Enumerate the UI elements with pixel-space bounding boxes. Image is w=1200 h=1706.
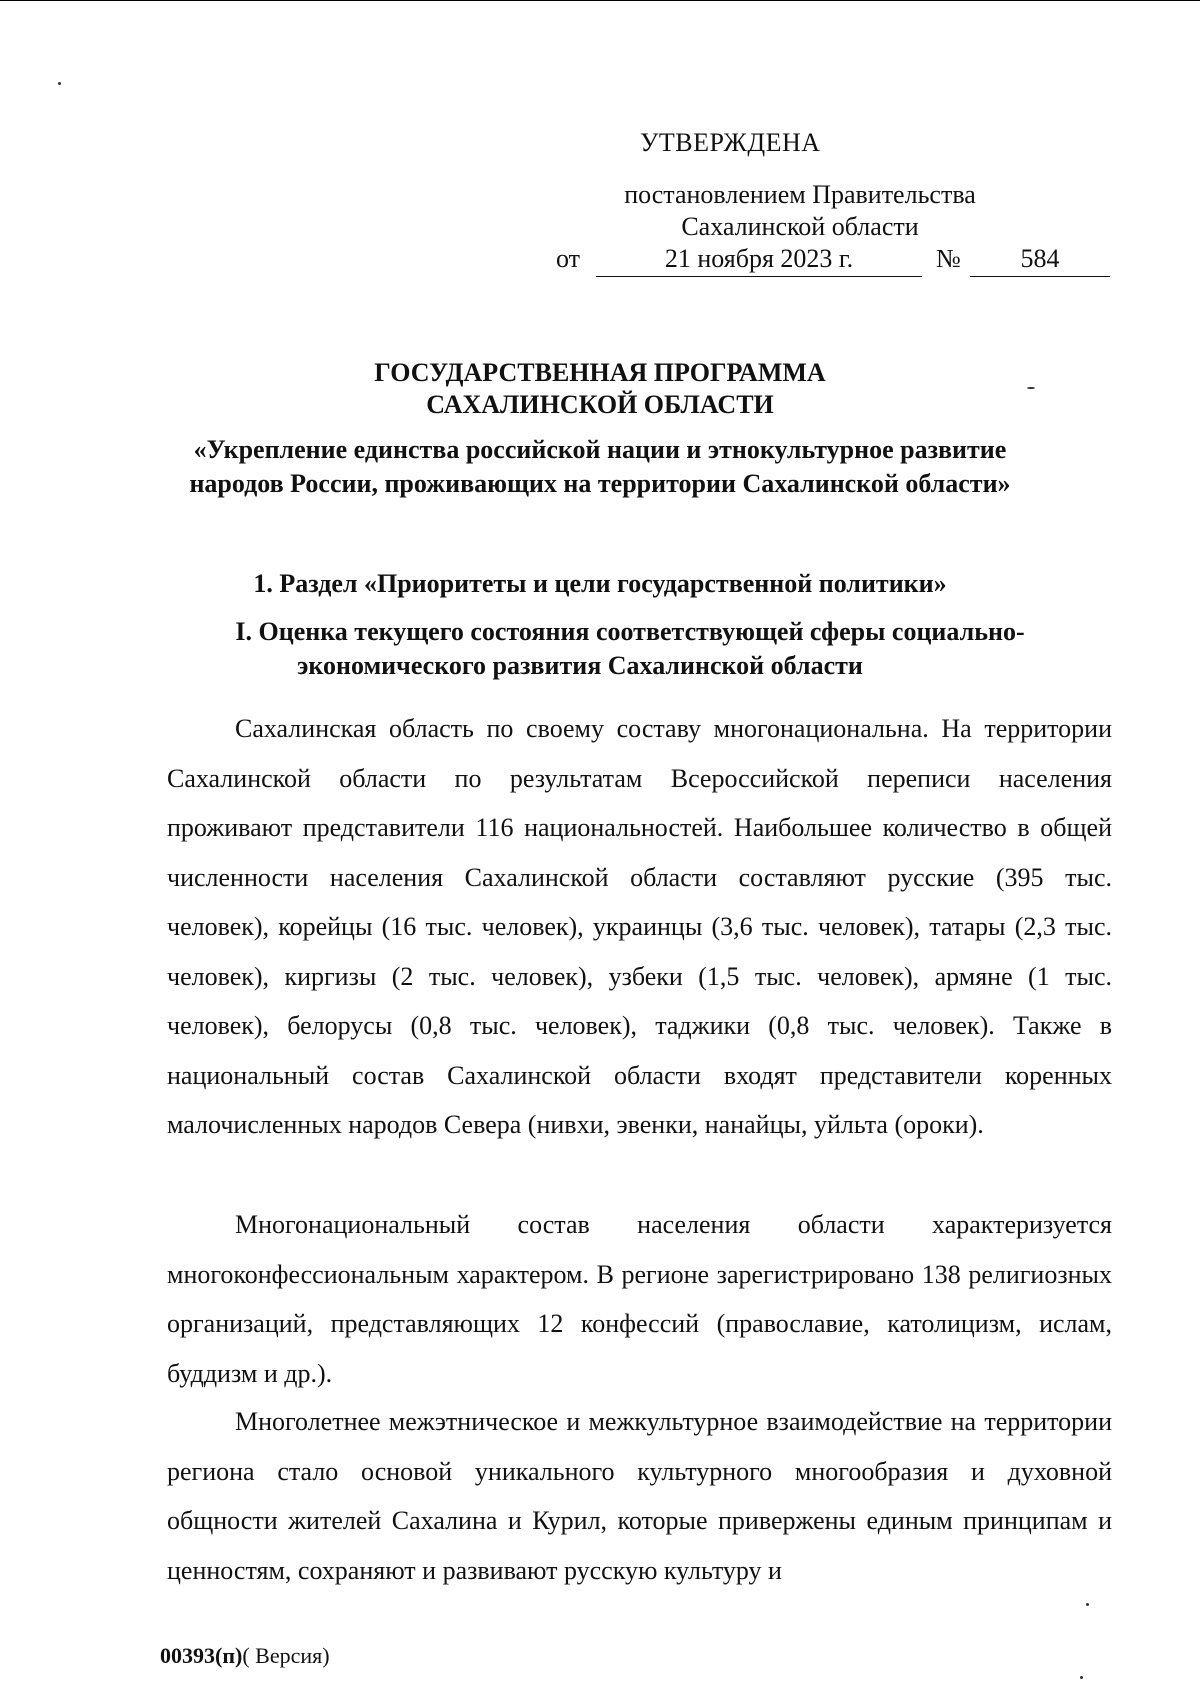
document-code — [160, 1643, 330, 1669]
approval-number: 584 — [970, 244, 1110, 277]
section-heading: 1. Раздел «Приоритеты и цели государственной политики» — [253, 569, 947, 598]
scan-speck — [1086, 1603, 1089, 1606]
top-edge-line — [0, 0, 1200, 1]
document-version-label: ( Версия) — [242, 1643, 330, 1668]
number-sign: № — [936, 244, 961, 273]
program-subtitle-line-1: «Укрепление единства российской нации и этнокультурное развитие — [193, 435, 1007, 464]
paragraph-1: Сахалинская область по своему составу многонациональна. На территории Сахалинской области по результатам Всероссийской переписи населения проживают представители 116 национальностей. Наибольшее количество в общей численности населения Сахалинской области составляют русские (395 тыс. человек), корейцы (16 тыс. человек), украинцы (3,6 тыс. человек), татары (2,3 тыс. человек), киргизы (2 тыс. человек), узбеки (1,5 тыс. человек), армяне (1 тыс. человек), белорусы (0,8 тыс. человек), таджики (0,8 тыс. человек). Также в национальный состав Сахалинской области входят представители коренных малочисленных народов Севера (нивхи, эвенки, нанайцы, уйльта (ороки). — [167, 714, 1112, 1139]
approval-title: УТВЕРЖДЕНА — [640, 128, 821, 157]
approval-date: 21 ноября 2023 г. — [596, 244, 922, 277]
scan-speck — [1080, 1676, 1083, 1679]
paragraph-2: Многонациональный состав населения области характеризуется многоконфессиональным характером. В регионе зарегистрировано 138 религиозных организаций, представляющих 12 конфессий (православие, католицизм, ислам, буддизм и др.). — [167, 1210, 1112, 1388]
approval-line-2: Сахалинской области — [681, 212, 919, 241]
program-subtitle-line-2: народов России, проживающих на территории Сахалинской области» — [189, 469, 1011, 498]
program-title-line-2: САХАЛИНСКОЙ ОБЛАСТИ — [426, 390, 774, 419]
subsection-heading-line-2: экономического развития Сахалинской области — [297, 651, 863, 680]
scan-speck — [1027, 387, 1035, 389]
scan-speck — [58, 82, 61, 85]
document-code-number: 00393(п) — [160, 1643, 243, 1668]
approval-line-1: постановлением Правительства — [624, 180, 976, 209]
program-title-line-1: ГОСУДАРСТВЕННАЯ ПРОГРАММА — [374, 358, 826, 387]
subsection-heading-line-1: I. Оценка текущего состояния соответствующей сферы социально- — [235, 617, 1025, 646]
from-label: от — [556, 244, 581, 273]
paragraph-3: Многолетнее межэтническое и межкультурное взаимодействие на территории региона стало основой уникального культурного многообразия и духовной общности жителей Сахалина и Курил, которые привержены единым принципам и ценностям, сохраняют и развивают русскую культуру и — [167, 1407, 1112, 1585]
